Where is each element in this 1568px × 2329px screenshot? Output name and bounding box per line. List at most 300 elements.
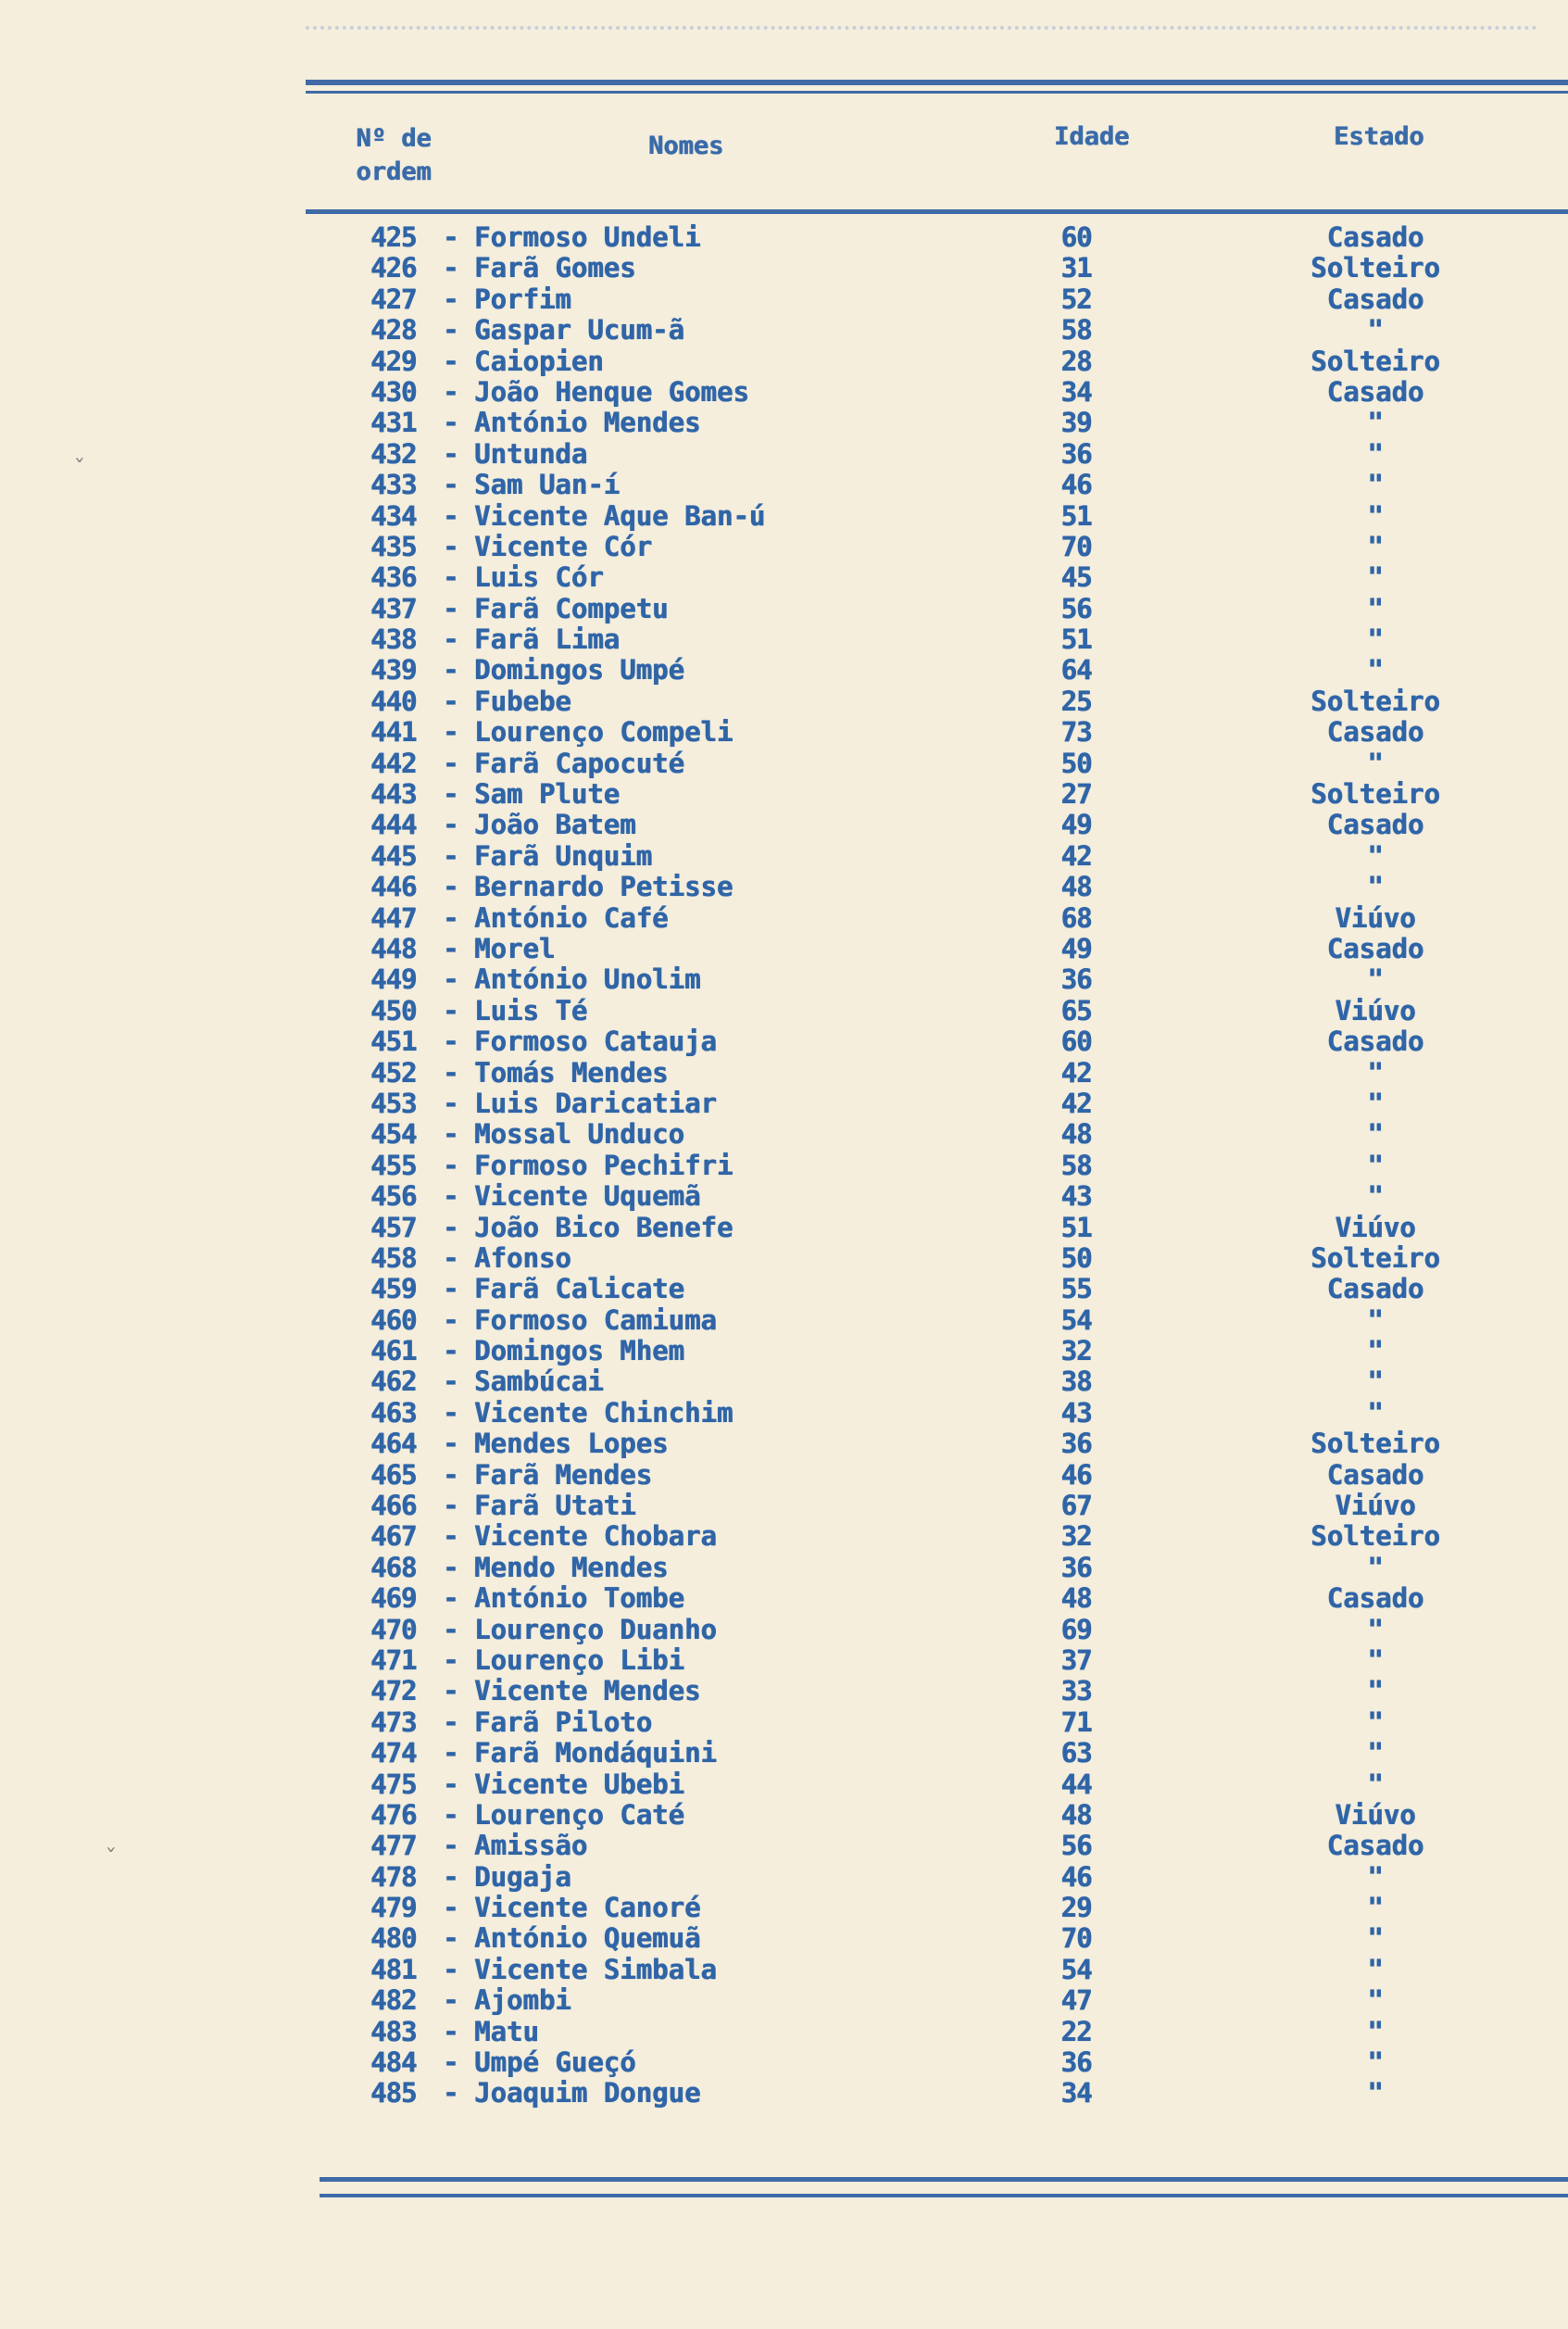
table-row [370, 1398, 1528, 1429]
person-age: 56 [1060, 592, 1092, 624]
person-age: 69 [1060, 1613, 1092, 1645]
separator-dash: - [443, 685, 459, 717]
civil-state: " [1367, 2046, 1384, 2079]
table-row [370, 501, 1528, 532]
person-age: 49 [1060, 932, 1092, 964]
person-age: 22 [1060, 2015, 1092, 2047]
order-number: 438 [370, 623, 417, 656]
person-name: Lourenço Duanho [474, 1613, 717, 1645]
separator-dash: - [443, 901, 459, 934]
table-row [370, 1893, 1528, 1923]
person-age: 42 [1060, 839, 1092, 872]
civil-state: " [1367, 1892, 1384, 1924]
separator-dash: - [443, 1118, 459, 1151]
person-age: 43 [1060, 1180, 1092, 1213]
separator-dash: - [443, 2046, 459, 2079]
table-row [370, 624, 1528, 655]
order-number: 480 [370, 1922, 417, 1955]
civil-state: Solteiro [1311, 778, 1440, 811]
table-row [370, 717, 1528, 748]
order-number: 449 [370, 963, 417, 996]
person-age: 63 [1060, 1737, 1092, 1769]
order-number: 452 [370, 1056, 417, 1089]
person-name: António Tombe [474, 1582, 684, 1615]
civil-state: " [1367, 1737, 1384, 1769]
person-age: 55 [1060, 1273, 1092, 1305]
person-name: Vicente Cór [474, 530, 653, 562]
separator-dash: - [443, 839, 459, 872]
civil-state: Solteiro [1311, 1241, 1440, 1274]
person-age: 49 [1060, 809, 1092, 841]
order-number: 455 [370, 1149, 417, 1181]
table-row [370, 377, 1528, 408]
person-name: Formoso Camiuma [474, 1303, 717, 1336]
separator-dash: - [443, 747, 459, 779]
order-number: 439 [370, 654, 417, 686]
person-name: Sam Plute [474, 778, 621, 811]
separator-dash: - [443, 407, 459, 439]
order-number: 470 [370, 1613, 417, 1645]
person-age: 65 [1060, 994, 1092, 1026]
table-row [370, 594, 1528, 624]
order-number: 469 [370, 1582, 417, 1615]
person-name: Vicente Mendes [474, 1675, 701, 1707]
table-row [370, 284, 1528, 315]
order-number: 463 [370, 1396, 417, 1429]
order-number: 429 [370, 345, 417, 377]
person-name: Luis Daricatiar [474, 1087, 717, 1119]
separator-dash: - [443, 809, 459, 841]
separator-dash: - [443, 1984, 459, 2017]
civil-state: " [1367, 1675, 1384, 1707]
civil-state: " [1367, 499, 1384, 532]
person-name: Lourenço Compeli [474, 716, 734, 749]
civil-state: " [1367, 1613, 1384, 1645]
civil-state: Casado [1326, 1273, 1424, 1305]
person-age: 48 [1060, 871, 1092, 903]
order-number: 425 [370, 221, 417, 253]
table-row [370, 964, 1528, 995]
order-number: 426 [370, 252, 417, 284]
person-age: 34 [1060, 2077, 1092, 2109]
person-name: Farã Mendes [474, 1458, 653, 1491]
civil-state: " [1367, 1396, 1384, 1429]
person-name: Vicente Uquemã [474, 1180, 701, 1213]
person-age: 52 [1060, 283, 1092, 315]
separator-dash: - [443, 2077, 459, 2109]
person-age: 70 [1060, 1922, 1092, 1955]
civil-state: " [1367, 1087, 1384, 1119]
civil-state: " [1367, 1335, 1384, 1367]
person-age: 68 [1060, 901, 1092, 934]
table-row [370, 655, 1528, 686]
order-number: 483 [370, 2015, 417, 2047]
person-age: 64 [1060, 654, 1092, 686]
separator-dash: - [443, 2015, 459, 2047]
order-number: 471 [370, 1643, 417, 1676]
person-name: Mendes Lopes [474, 1428, 669, 1460]
civil-state: Casado [1326, 1458, 1424, 1491]
person-name: Vicente Chinchim [474, 1396, 734, 1429]
person-name: Amissão [474, 1830, 588, 1862]
person-name: Vicente Canoré [474, 1892, 701, 1924]
separator-dash: - [443, 1366, 459, 1398]
civil-state: Casado [1326, 716, 1424, 749]
table-row [370, 1491, 1528, 1521]
table-row [370, 1615, 1528, 1645]
separator-dash: - [443, 314, 459, 346]
person-name: Domingos Mhem [474, 1335, 684, 1367]
table-row [370, 841, 1528, 872]
table-row [370, 1366, 1528, 1397]
person-name: Fubebe [474, 685, 571, 717]
person-age: 42 [1060, 1056, 1092, 1089]
civil-state: " [1367, 1860, 1384, 1893]
person-name: Luis Cór [474, 561, 604, 594]
separator-dash: - [443, 499, 459, 532]
civil-state: " [1367, 1303, 1384, 1336]
person-age: 51 [1060, 1211, 1092, 1243]
person-age: 25 [1060, 685, 1092, 717]
civil-state: Viúvo [1335, 994, 1416, 1026]
person-age: 48 [1060, 1582, 1092, 1615]
table-row [370, 2047, 1528, 2078]
person-name: António Unolim [474, 963, 701, 996]
order-number: 443 [370, 778, 417, 811]
person-name: Mossal Unduco [474, 1118, 684, 1151]
separator-dash: - [443, 623, 459, 656]
order-number: 475 [370, 1768, 417, 1800]
person-age: 51 [1060, 499, 1092, 532]
table-row [370, 1336, 1528, 1366]
civil-state: Viúvo [1335, 1211, 1416, 1243]
civil-state: " [1367, 561, 1384, 594]
header-order-line1: Nº de [356, 124, 432, 153]
separator-dash: - [443, 1428, 459, 1460]
table-row [370, 253, 1528, 283]
person-name: Farã Piloto [474, 1706, 653, 1738]
separator-dash: - [443, 994, 459, 1026]
table-row [370, 903, 1528, 934]
person-name: Vicente Chobara [474, 1520, 717, 1553]
person-name: João Batem [474, 809, 636, 841]
order-number: 451 [370, 1026, 417, 1058]
person-age: 67 [1060, 1490, 1092, 1522]
table-row [370, 1862, 1528, 1893]
order-number: 430 [370, 375, 417, 408]
civil-state: " [1367, 2015, 1384, 2047]
table-row [370, 779, 1528, 810]
civil-state: Casado [1326, 375, 1424, 408]
order-number: 441 [370, 716, 417, 749]
civil-state: " [1367, 469, 1384, 501]
person-age: 60 [1060, 1026, 1092, 1058]
order-number: 447 [370, 901, 417, 934]
civil-state: Casado [1326, 809, 1424, 841]
order-number: 454 [370, 1118, 417, 1151]
person-age: 31 [1060, 252, 1092, 284]
person-name: Farã Lima [474, 623, 621, 656]
civil-state: " [1367, 747, 1384, 779]
order-number: 466 [370, 1490, 417, 1522]
order-number: 484 [370, 2046, 417, 2079]
order-number: 442 [370, 747, 417, 779]
separator-dash: - [443, 1737, 459, 1769]
table-row [370, 686, 1528, 717]
separator-dash: - [443, 1273, 459, 1305]
order-number: 437 [370, 592, 417, 624]
civil-state: Solteiro [1311, 345, 1440, 377]
person-age: 70 [1060, 530, 1092, 562]
order-number: 436 [370, 561, 417, 594]
person-age: 28 [1060, 345, 1092, 377]
person-age: 36 [1060, 1551, 1092, 1583]
civil-state: Viúvo [1335, 1490, 1416, 1522]
table-row [370, 872, 1528, 902]
table-row [370, 1831, 1528, 1861]
order-number: 459 [370, 1273, 417, 1305]
separator-dash: - [443, 1798, 459, 1831]
separator-dash: - [443, 1953, 459, 1985]
punch-mark: ˇ [72, 456, 87, 484]
separator-dash: - [443, 1396, 459, 1429]
table-row [370, 1460, 1528, 1491]
table-row [370, 1645, 1528, 1676]
order-number: 433 [370, 469, 417, 501]
person-name: Tomás Mendes [474, 1056, 669, 1089]
order-number: 460 [370, 1303, 417, 1336]
register-table [370, 222, 1528, 2109]
person-age: 54 [1060, 1953, 1092, 1985]
civil-state: " [1367, 623, 1384, 656]
person-age: 46 [1060, 1458, 1092, 1491]
civil-state: Casado [1326, 283, 1424, 315]
order-number: 474 [370, 1737, 417, 1769]
order-number: 440 [370, 685, 417, 717]
civil-state: " [1367, 1180, 1384, 1213]
person-age: 37 [1060, 1643, 1092, 1676]
order-number: 472 [370, 1675, 417, 1707]
table-row [370, 1429, 1528, 1459]
person-name: Vicente Aque Ban-ú [474, 499, 766, 532]
person-age: 48 [1060, 1798, 1092, 1831]
separator-dash: - [443, 1768, 459, 1800]
separator-dash: - [443, 530, 459, 562]
separator-dash: - [443, 963, 459, 996]
civil-state: " [1367, 1366, 1384, 1398]
civil-state: " [1367, 1056, 1384, 1089]
separator-dash: - [443, 1643, 459, 1676]
order-number: 427 [370, 283, 417, 315]
table-row [370, 1305, 1528, 1336]
person-name: António Café [474, 901, 669, 934]
header-order-line2: ordem [356, 157, 432, 186]
table-row [370, 1026, 1528, 1057]
table-row [370, 1521, 1528, 1552]
separator-dash: - [443, 1922, 459, 1955]
order-number: 446 [370, 871, 417, 903]
person-name: Luis Té [474, 994, 588, 1026]
header-names: Nomes [648, 132, 724, 160]
table-row [370, 1985, 1528, 2016]
table-row [370, 1151, 1528, 1181]
person-name: Umpé Gueçó [474, 2046, 636, 2079]
person-age: 54 [1060, 1303, 1092, 1336]
person-age: 58 [1060, 314, 1092, 346]
table-row [370, 1274, 1528, 1304]
person-name: Vicente Ubebi [474, 1768, 684, 1800]
civil-state: " [1367, 314, 1384, 346]
person-name: Lourenço Libi [474, 1643, 684, 1676]
order-number: 431 [370, 407, 417, 439]
order-number: 458 [370, 1241, 417, 1274]
separator-dash: - [443, 1860, 459, 1893]
separator-dash: - [443, 654, 459, 686]
separator-dash: - [443, 871, 459, 903]
header-rule [306, 209, 1568, 214]
person-age: 45 [1060, 561, 1092, 594]
separator-dash: - [443, 1211, 459, 1243]
civil-state: " [1367, 1922, 1384, 1955]
table-row [370, 1707, 1528, 1738]
order-number: 428 [370, 314, 417, 346]
table-row [370, 408, 1528, 438]
separator-dash: - [443, 283, 459, 315]
person-name: Gaspar Ucum-ã [474, 314, 684, 346]
civil-state: Solteiro [1311, 1520, 1440, 1553]
order-number: 467 [370, 1520, 417, 1553]
person-age: 73 [1060, 716, 1092, 749]
civil-state: " [1367, 654, 1384, 686]
top-rule [306, 80, 1568, 85]
table-row [370, 315, 1528, 346]
person-age: 36 [1060, 437, 1092, 470]
separator-dash: - [443, 1335, 459, 1367]
separator-dash: - [443, 1056, 459, 1089]
top-rule-secondary [306, 91, 1568, 94]
order-number: 457 [370, 1211, 417, 1243]
person-age: 58 [1060, 1149, 1092, 1181]
civil-state: " [1367, 592, 1384, 624]
civil-state: Casado [1326, 1026, 1424, 1058]
person-name: Afonso [474, 1241, 571, 1274]
civil-state: Solteiro [1311, 685, 1440, 717]
order-number: 432 [370, 437, 417, 470]
person-age: 44 [1060, 1768, 1092, 1800]
table-row [370, 1089, 1528, 1119]
civil-state: Viúvo [1335, 1798, 1416, 1831]
civil-state: " [1367, 1953, 1384, 1985]
person-name: Untunda [474, 437, 588, 470]
separator-dash: - [443, 932, 459, 964]
civil-state: " [1367, 1768, 1384, 1800]
person-age: 32 [1060, 1520, 1092, 1553]
separator-dash: - [443, 221, 459, 253]
person-name: Farã Gomes [474, 252, 636, 284]
civil-state: " [1367, 1551, 1384, 1583]
order-number: 468 [370, 1551, 417, 1583]
person-name: António Mendes [474, 407, 701, 439]
civil-state: " [1367, 2077, 1384, 2109]
separator-dash: - [443, 1830, 459, 1862]
person-age: 39 [1060, 407, 1092, 439]
table-row [370, 1553, 1528, 1583]
civil-state: " [1367, 839, 1384, 872]
civil-state: Casado [1326, 1582, 1424, 1615]
order-number: 461 [370, 1335, 417, 1367]
person-age: 51 [1060, 623, 1092, 656]
table-row [370, 1800, 1528, 1831]
separator-dash: - [443, 375, 459, 408]
person-name: Farã Unquim [474, 839, 653, 872]
person-age: 38 [1060, 1366, 1092, 1398]
order-number: 445 [370, 839, 417, 872]
civil-state: " [1367, 437, 1384, 470]
civil-state: " [1367, 871, 1384, 903]
person-name: Formoso Pechifri [474, 1149, 734, 1181]
person-age: 29 [1060, 1892, 1092, 1924]
punch-mark: ˇ [104, 1845, 119, 1873]
table-row [370, 562, 1528, 593]
separator-dash: - [443, 592, 459, 624]
civil-state: " [1367, 1149, 1384, 1181]
person-name: Farã Calicate [474, 1273, 684, 1305]
separator-dash: - [443, 1303, 459, 1336]
order-number: 453 [370, 1087, 417, 1119]
person-name: Ajombi [474, 1984, 571, 2017]
person-age: 43 [1060, 1396, 1092, 1429]
table-row [370, 1738, 1528, 1769]
separator-dash: - [443, 252, 459, 284]
table-row [370, 1213, 1528, 1243]
person-name: Formoso Catauja [474, 1026, 717, 1058]
table-row [370, 1923, 1528, 1954]
person-name: Domingos Umpé [474, 654, 684, 686]
civil-state: " [1367, 1984, 1384, 2017]
civil-state: " [1367, 1643, 1384, 1676]
table-row [370, 1583, 1528, 1614]
order-number: 476 [370, 1798, 417, 1831]
civil-state: Casado [1326, 221, 1424, 253]
order-number: 450 [370, 994, 417, 1026]
order-number: 479 [370, 1892, 417, 1924]
person-name: Farã Competu [474, 592, 669, 624]
table-row [370, 749, 1528, 779]
separator-dash: - [443, 1706, 459, 1738]
person-age: 60 [1060, 221, 1092, 253]
person-name: Sam Uan-í [474, 469, 621, 501]
header-state: Estado [1334, 122, 1424, 151]
civil-state: Casado [1326, 932, 1424, 964]
separator-dash: - [443, 1241, 459, 1274]
order-number: 444 [370, 809, 417, 841]
person-age: 34 [1060, 375, 1092, 408]
table-row [370, 470, 1528, 500]
separator-dash: - [443, 1551, 459, 1583]
person-name: Farã Utati [474, 1490, 636, 1522]
person-age: 46 [1060, 469, 1092, 501]
table-row [370, 1769, 1528, 1800]
separator-dash: - [443, 1490, 459, 1522]
order-number: 435 [370, 530, 417, 562]
separator-dash: - [443, 437, 459, 470]
order-number: 456 [370, 1180, 417, 1213]
person-name: Joaquim Dongue [474, 2077, 701, 2109]
person-name: Farã Mondáquini [474, 1737, 717, 1769]
civil-state: " [1367, 1706, 1384, 1738]
separator-dash: - [443, 1613, 459, 1645]
person-age: 56 [1060, 1830, 1092, 1862]
